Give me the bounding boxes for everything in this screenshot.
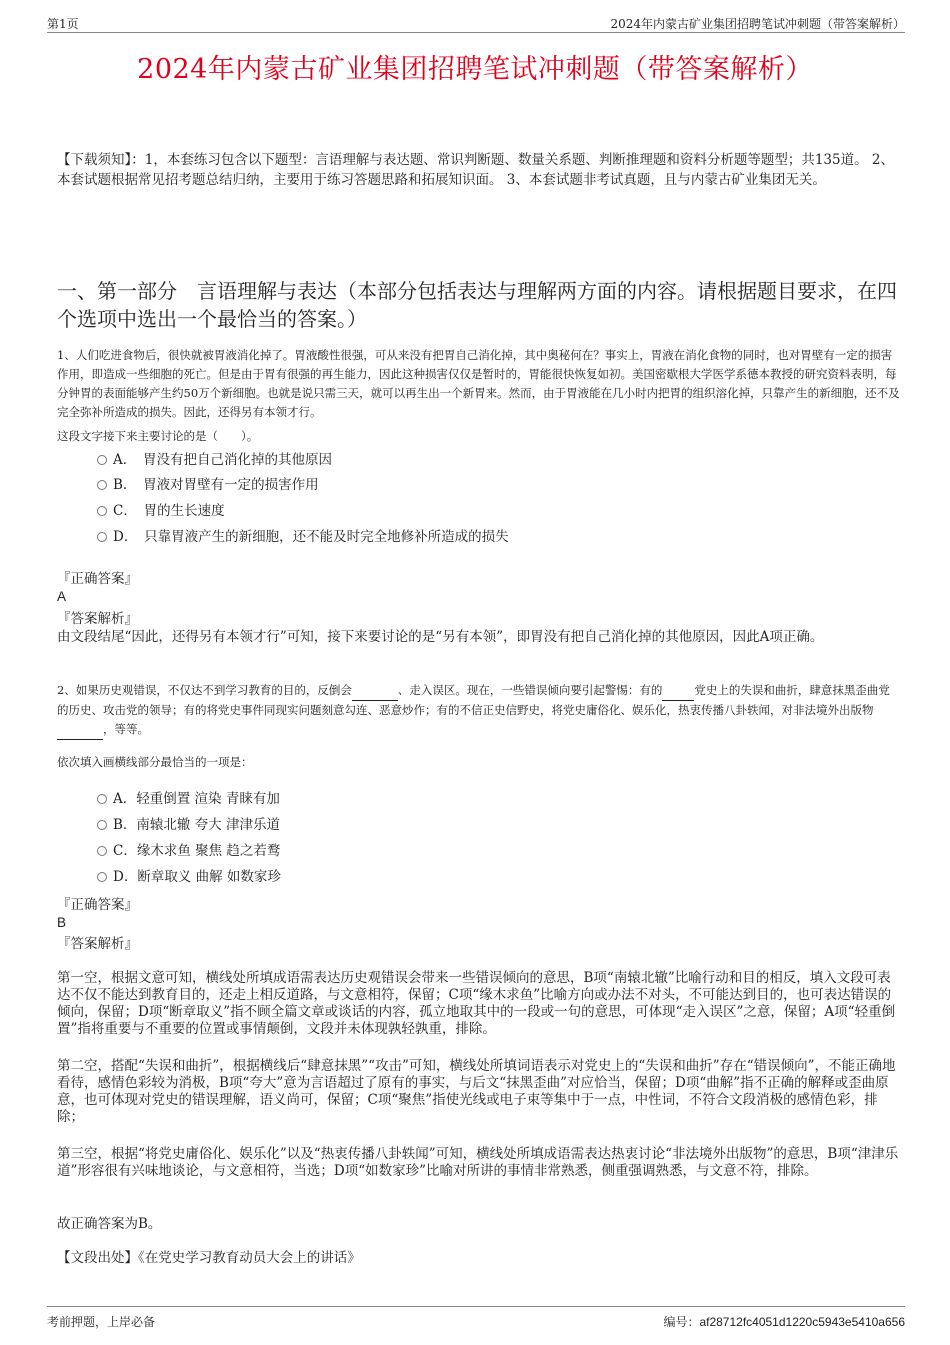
- q2-answer: B: [57, 915, 67, 930]
- q2-option-b[interactable]: [97, 814, 280, 836]
- q1-stem: 1、人们吃进食物后，很快就被胃液消化掉了。胃液酸性很强，可从来没有把胃自己消化掉，其中奥秘何在？事实上，胃液在消化食物的同时，也对胃壁有一定的损害作用，即造成一些细胞的死亡。但是由于胃有很强的再生能力，因此这种损害仅仅是暂时的，胃能很快恢复如初。美国密歇根大学医学系德本教授的研究资料表明，每分钟胃的表面能够产生约50万个新细胞。也就是说只需三天，就可以再生出一个新胃来。然而，由于胃液能在几小时内把胃的组织溶化掉，只靠产生的新细胞，还不及完全弥补所造成的损失。因此，还得另有本领才行。: [57, 348, 900, 419]
- radio-icon[interactable]: [97, 455, 107, 465]
- q1-option-b[interactable]: [97, 474, 319, 496]
- page-number: 第1页: [47, 17, 79, 31]
- q2-stem-part: 、走入误区。现在，一些错误倾向要引起警惕：有的: [397, 683, 663, 697]
- fill-blank-3: [57, 720, 103, 740]
- q2-analysis-paragraph-1: 第一空，根据文意可知，横线处所填成语需表达历史观错误会带来一些错误倾向的意思，B项“南辕北辙”比喻行动和目的相反，填入文段可表达不仅不能达到教育目的，还走上相反道路，与文意相符，保留；C项“缘木求鱼”比喻方向或办法不对头，不可能达到目的，也可表达错误的倾向，保留；D项“断章取义”指不顾全篇文章或谈话的内容，孤立地取其中的一段或一句的意思，可体现“走入误区”之意，保留；A项“轻重倒置”指将重要与不重要的位置或事情颠倒，文段并未体现孰轻孰重，排除。: [57, 970, 896, 1037]
- q2-analysis-label: 『答案解析』: [57, 936, 138, 952]
- q1-analysis-label: 『答案解析』: [57, 611, 138, 627]
- radio-icon[interactable]: [97, 506, 107, 516]
- section-title: 一、第一部分 言语理解与表达（本部分包括表达与理解两方面的内容。请根据题目要求，在四个选项中选出一个最恰当的答案。）: [57, 279, 897, 331]
- q1-answer: A: [57, 589, 67, 604]
- q2-option-a[interactable]: [97, 788, 280, 810]
- option-label: C．缘木求鱼 聚焦 趋之若鹜: [113, 843, 281, 859]
- option-label: A． 胃没有把自己消化掉的其他原因: [113, 452, 332, 468]
- q1-analysis: 由文段结尾“因此，还得另有本领才行”可知，接下来要讨论的是“另有本领”，即胃没有把自己消化掉的其他原因，因此A项正确。: [57, 629, 824, 645]
- option-label: C． 胃的生长速度: [113, 503, 225, 519]
- page-footer: [47, 1306, 905, 1335]
- option-label: D． 只靠胃液产生的新细胞，还不能及时完全地修补所造成的损失: [113, 529, 509, 545]
- q1-question: 这段文字接下来主要讨论的是（ ）。: [57, 429, 259, 443]
- fill-blank-1: [352, 681, 398, 701]
- option-label: B．南辕北辙 夸大 津津乐道: [113, 817, 281, 833]
- fill-blank-2: [662, 681, 694, 701]
- q1-option-d[interactable]: [97, 526, 509, 548]
- footer-code: [663, 1313, 905, 1330]
- radio-icon[interactable]: [97, 820, 107, 830]
- radio-icon[interactable]: [97, 794, 107, 804]
- q2-stem-part: 党史上的失误和曲折，肆意抹黑歪曲党的历史、攻击党的领导；有的将党史事件同现实问题刻意勾连、恶意炒作；有的不信正史信野史，将党史庸俗化、娱乐化，热衷传播八卦轶闻，对非法境外出版物: [57, 683, 890, 717]
- q2-option-d[interactable]: [97, 866, 281, 888]
- q2-stem-part: ，等等。: [103, 722, 149, 736]
- footer-slogan: 考前押题，上岸必备: [47, 1315, 156, 1329]
- option-label: B． 胃液对胃壁有一定的损害作用: [113, 477, 319, 493]
- header-doc-title: 2024年内蒙古矿业集团招聘笔试冲刺题（带答案解析）: [610, 17, 905, 31]
- download-notice: 【下载须知】：1，本套练习包含以下题型：言语理解与表达题、常识判断题、数量关系题、判断推理题和资料分析题等题型；共135道。 2、本套试题根据常见招考题总结归纳，主要用于练习答题思路和拓展知识面。 3、本套试题非考试真题，且与内蒙古矿业集团无关。: [57, 152, 894, 188]
- footer-code-value: af28712fc4051d1220c5943e5410a656: [699, 1315, 905, 1329]
- q2-stem: [57, 681, 900, 740]
- q1-answer-label: 『正确答案』: [57, 571, 138, 587]
- option-label: A．轻重倒置 渲染 青睐有加: [113, 791, 280, 807]
- q2-source: 【文段出处】《在党史学习教育动员大会上的讲话》: [57, 1250, 361, 1266]
- radio-icon[interactable]: [97, 846, 107, 856]
- radio-icon[interactable]: [97, 480, 107, 490]
- document-title: 2024年内蒙古矿业集团招聘笔试冲刺题（带答案解析）: [137, 54, 813, 85]
- q1-option-a[interactable]: [97, 449, 332, 471]
- q2-analysis-paragraph-3: 第三空，根据“将党史庸俗化、娱乐化”以及“热衷传播八卦轶闻”可知，横线处所填成语需表达热衷讨论“非法境外出版物”的意思，B项“津津乐道”形容很有兴味地谈论，与文意相符，当选；D项“如数家珍”比喻对所讲的事情非常熟悉，侧重强调熟悉，与文意不符，排除。: [57, 1146, 899, 1179]
- q2-option-c[interactable]: [97, 840, 280, 862]
- q2-question: 依次填入画横线部分最恰当的一项是：: [57, 755, 253, 769]
- page-header: [47, 10, 905, 33]
- footer-code-label: 编号：: [663, 1315, 700, 1329]
- q2-stem-part: 2、如果历史观错误，不仅达不到学习教育的目的，反倒会: [57, 683, 352, 697]
- q2-analysis-paragraph-2: 第二空，搭配“失误和曲折”，根据横线后“肆意抹黑”“攻击”可知，横线处所填词语表示对党史上的“失误和曲折”存在“错误倾向”，不能正确地看待，感情色彩较为消极，B项“夸大”意为言语超过了原有的事实，与后文“抹黑歪曲”对应恰当，保留；D项“曲解”指不正确的解释或歪曲原意，也可体现对党史的错误理解，语义尚可，保留；C项“聚焦”指使光线或电子束等集中于一点，中性词，不符合文段消极的感情色彩，排除；: [57, 1058, 896, 1125]
- radio-icon[interactable]: [97, 532, 107, 542]
- q2-conclusion: 故正确答案为B。: [57, 1216, 162, 1232]
- q2-answer-label: 『正确答案』: [57, 897, 138, 913]
- q1-option-c[interactable]: [97, 500, 225, 522]
- radio-icon[interactable]: [97, 872, 107, 882]
- option-label: D．断章取义 曲解 如数家珍: [113, 869, 281, 885]
